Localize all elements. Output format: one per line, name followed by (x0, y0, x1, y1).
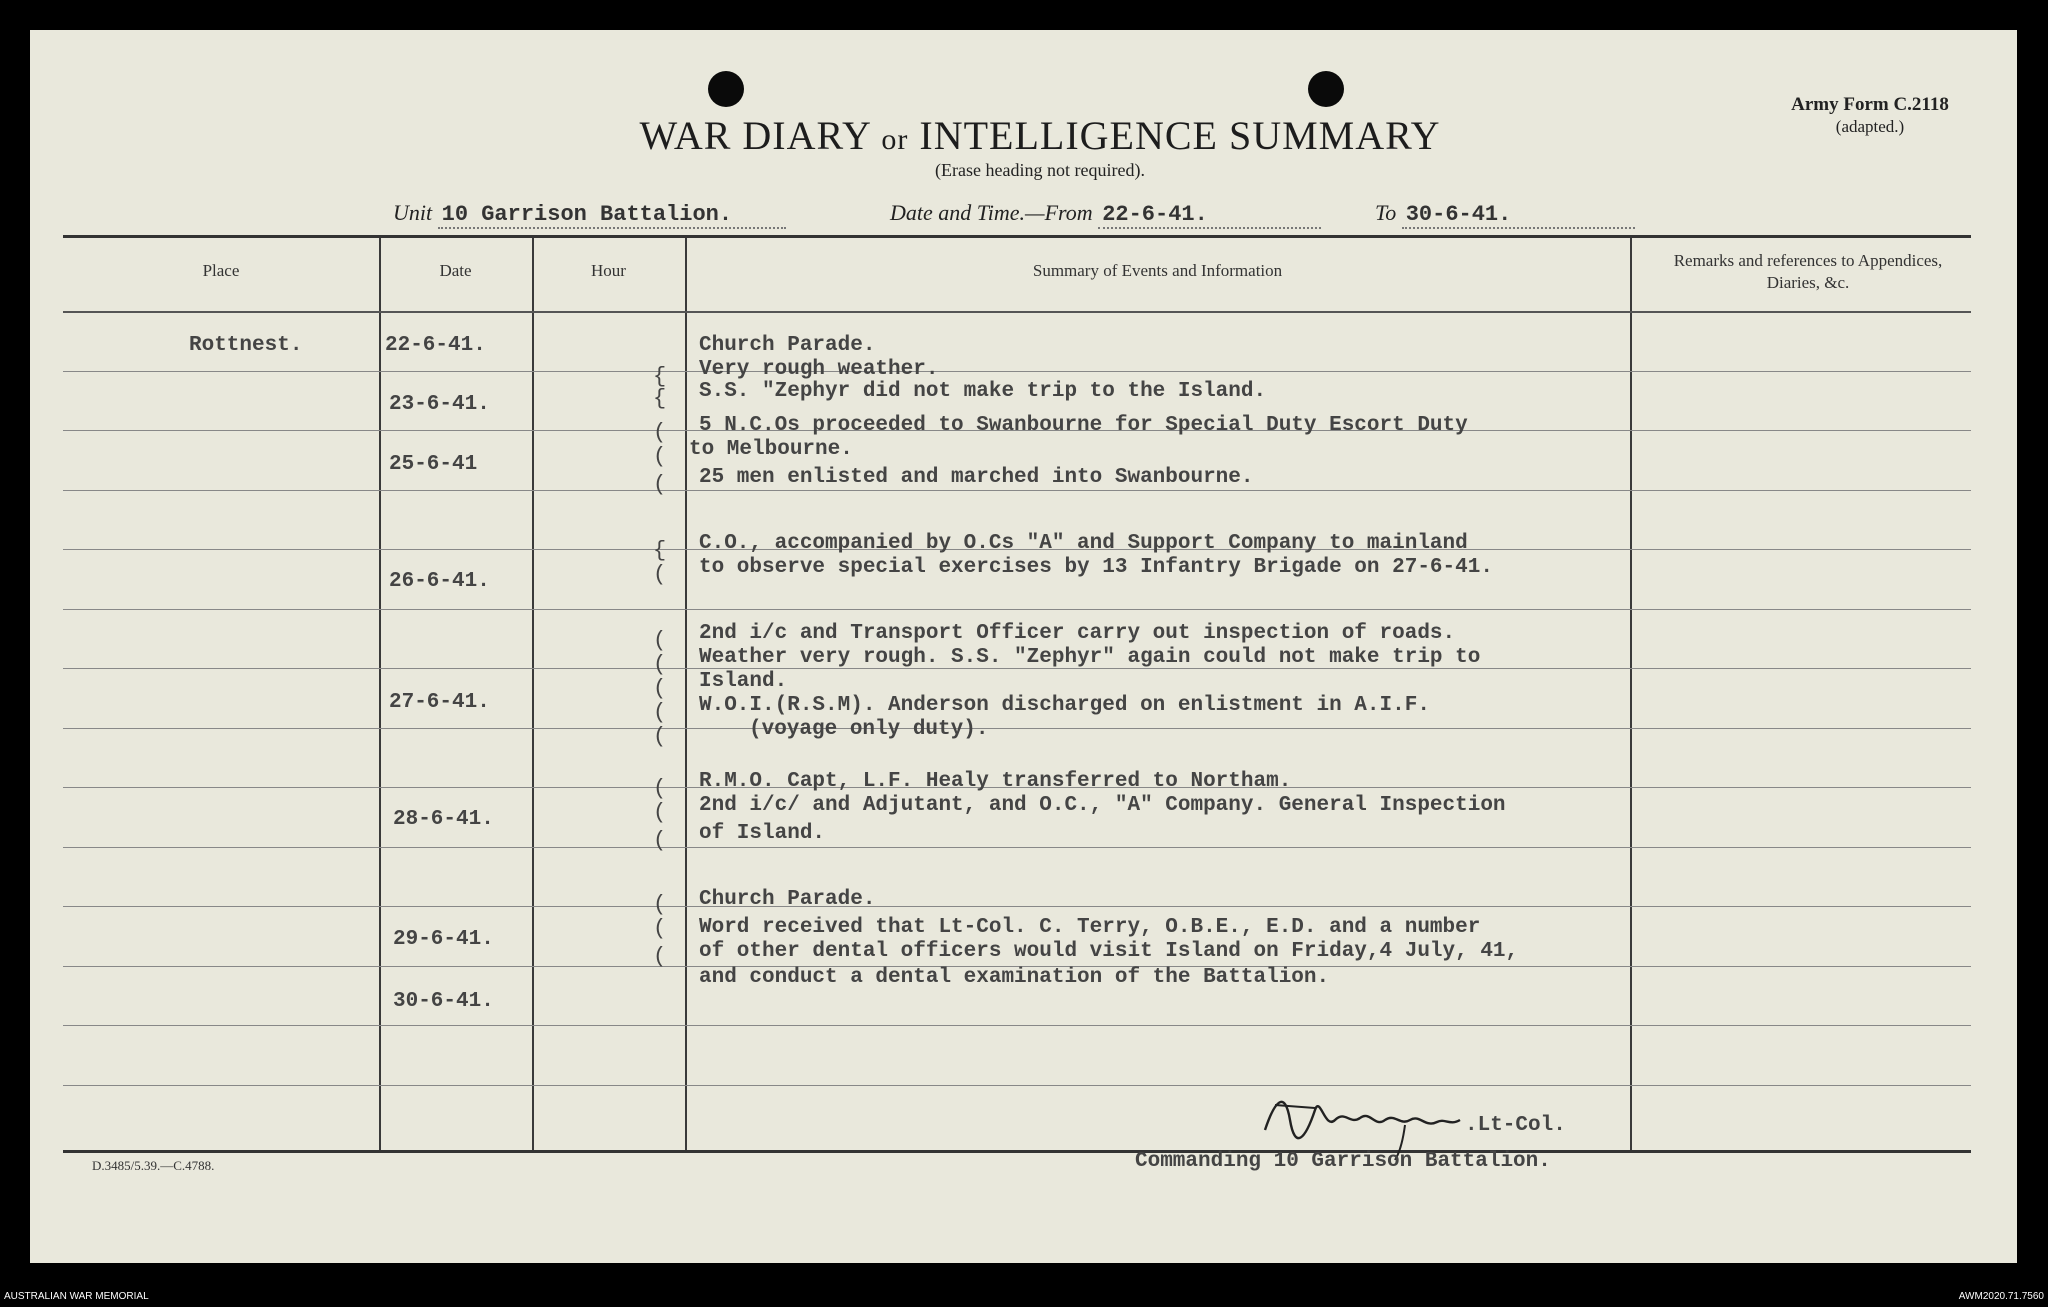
credit-right: AWM2020.71.7560 (1958, 1291, 2044, 1302)
col-divider (532, 238, 534, 1150)
title-war-diary: WAR DIARY (639, 113, 871, 158)
col-divider (685, 238, 687, 1150)
ruled-line (63, 490, 1971, 491)
summary-line: and conduct a dental examination of the Battalion. (699, 966, 1330, 989)
date-from-value: 22-6-41. (1098, 202, 1321, 229)
date-from-field (890, 200, 1321, 229)
brace-mark: ( (653, 700, 667, 725)
punch-hole-left (708, 71, 744, 107)
army-form-number (1770, 94, 1970, 138)
date-to-value: 30-6-41. (1402, 202, 1635, 229)
diary-table (63, 235, 1971, 1153)
brace-mark: ( (653, 828, 667, 853)
col-head-hour: Hour (591, 261, 626, 280)
summary-line: (voyage only duty). (749, 718, 989, 741)
col-divider (379, 238, 381, 1150)
form-subtitle: (Erase heading not required). (935, 160, 1145, 180)
entry-date: 23-6-41. (389, 393, 490, 416)
ruled-line (63, 728, 1971, 729)
army-form-adapted: (adapted.) (1835, 117, 1905, 136)
entry-date: 26-6-41. (389, 570, 490, 593)
ruled-line (63, 906, 1971, 907)
date-to-field (1375, 200, 1635, 229)
summary-line: 2nd i/c/ and Adjutant, and O.C., "A" Company. General Inspection (699, 794, 1506, 817)
title-or: or (881, 123, 909, 156)
commanding-officer-signature (1255, 1080, 1485, 1160)
ruled-line (63, 847, 1971, 848)
signature-commanding: Commanding 10 Garrison Battalion. (1135, 1150, 1551, 1173)
ruled-line (63, 371, 1971, 372)
col-head-date: Date (439, 261, 472, 280)
summary-line: S.S. "Zephyr did not make trip to the Island. (699, 380, 1267, 403)
unit-field (393, 200, 786, 229)
unit-label: Unit (393, 200, 433, 225)
diary-page (30, 30, 2017, 1263)
brace-mark: ( (653, 800, 667, 825)
brace-mark: ( (653, 776, 667, 801)
entry-date: 27-6-41. (389, 691, 490, 714)
summary-line: 2nd i/c and Transport Officer carry out inspection of roads. (699, 622, 1456, 645)
form-title (600, 112, 1480, 159)
entry-date: 25-6-41 (389, 453, 478, 476)
summary-line: 25 men enlisted and marched into Swanbourne. (699, 466, 1254, 489)
date-from-label: Date and Time.—From (890, 200, 1093, 225)
credit-left: AUSTRALIAN WAR MEMORIAL (4, 1291, 149, 1302)
summary-line: Church Parade. (699, 334, 876, 357)
unit-value: 10 Garrison Battalion. (438, 202, 786, 229)
summary-line: R.M.O. Capt, L.F. Healy transferred to Northam. (699, 770, 1292, 793)
ruled-line (63, 1025, 1971, 1026)
ruled-line (63, 609, 1971, 610)
entry-date: 28-6-41. (393, 808, 494, 831)
col-head-summary: Summary of Events and Information (1032, 261, 1283, 280)
punch-hole-right (1308, 71, 1344, 107)
summary-line: W.O.I.(R.S.M). Anderson discharged on enlistment in A.I.F. (699, 694, 1430, 717)
brace-mark: ( (653, 562, 667, 587)
summary-line: Very rough weather. (699, 358, 939, 381)
brace-mark: { (653, 538, 667, 563)
brace-mark: ( (653, 676, 667, 701)
entry-place: Rottnest. (189, 334, 303, 357)
brace-mark: ( (653, 420, 667, 445)
brace-mark: { (653, 364, 667, 389)
summary-line: to Melbourne. (689, 438, 853, 461)
brace-mark: ( (653, 892, 667, 917)
brace-mark: ( (653, 944, 667, 969)
summary-line: 5 N.C.Os proceeded to Swanbourne for Special Duty Escort Duty (699, 414, 1468, 437)
brace-mark: ( (653, 916, 667, 941)
summary-line: Weather very rough. S.S. "Zephyr" again could not make trip to (699, 646, 1481, 669)
col-head-remarks: Remarks and references to Appendices, Diaries, &c. (1673, 251, 1943, 292)
col-head-place: Place (202, 261, 240, 280)
brace-mark: ( (653, 724, 667, 749)
entry-date: 30-6-41. (393, 990, 494, 1013)
brace-mark: { (653, 386, 667, 411)
summary-line: C.O., accompanied by O.Cs "A" and Support Company to mainland (699, 532, 1468, 555)
brace-mark: ( (653, 444, 667, 469)
ruled-line (63, 1085, 1971, 1086)
summary-line: Word received that Lt-Col. C. Terry, O.B.E., E.D. and a number (699, 916, 1481, 939)
summary-line: of other dental officers would visit Island on Friday,4 July, 41, (699, 940, 1519, 963)
form-footnote: D.3485/5.39.—C.4788. (92, 1158, 215, 1173)
army-form-label: Army Form C.2118 (1791, 94, 1949, 115)
summary-line: of Island. (699, 822, 826, 845)
date-to-label: To (1375, 200, 1397, 225)
title-intelligence-summary: INTELLIGENCE SUMMARY (919, 113, 1441, 158)
signature-rank: .Lt-Col. (1465, 1114, 1566, 1137)
summary-line: to observe special exercises by 13 Infantry Brigade on 27-6-41. (699, 556, 1493, 579)
header-rule (63, 311, 1971, 313)
brace-mark: ( (653, 652, 667, 677)
entry-date: 22-6-41. (385, 334, 486, 357)
brace-mark: ( (653, 628, 667, 653)
summary-line: Church Parade. (699, 888, 876, 911)
brace-mark: ( (653, 472, 667, 497)
summary-line: Island. (699, 670, 788, 693)
entry-date: 29-6-41. (393, 928, 494, 951)
col-divider (1630, 238, 1632, 1150)
